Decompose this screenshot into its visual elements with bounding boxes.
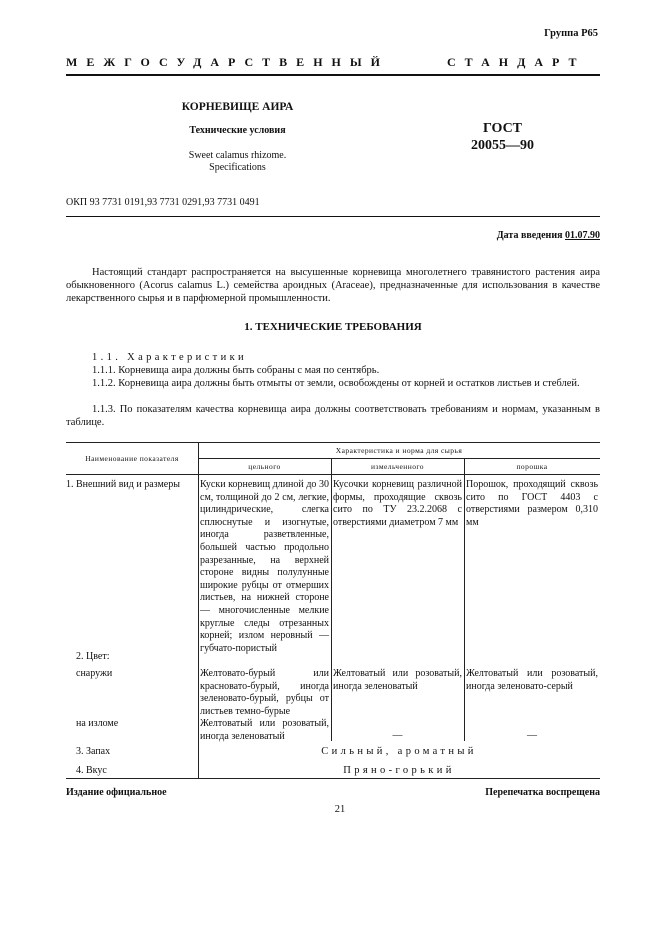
- okp-rule: [66, 216, 600, 217]
- row2-fracture-name: на изломе: [76, 718, 119, 729]
- header-powder: порошка: [516, 462, 548, 471]
- row3-name: 3. Запах: [76, 746, 111, 757]
- table-header-bottom: [66, 474, 600, 475]
- header-whole: цельного: [248, 462, 281, 471]
- section-title: 1. ТЕХНИЧЕСКИЕ ТРЕБОВАНИЯ: [244, 321, 422, 333]
- footer-official-edition: Издание официальное: [66, 787, 167, 798]
- row1-powder: Порошок, проходящий сквозь сито по ГОСТ 4403 с отверстиями размером 0,310 мм: [466, 479, 598, 528]
- row4-value: Пряно-горький: [343, 765, 455, 776]
- document-title: КОРНЕВИЩЕ АИРА: [181, 101, 294, 113]
- gost-number: 20055—90: [471, 138, 534, 153]
- gost-label: ГОСТ: [482, 121, 523, 136]
- table-vline-2: [331, 458, 332, 741]
- footer-reprint-prohibited: Перепечатка воспрещена: [485, 787, 600, 798]
- english-title-line1: Sweet calamus rhizome.: [188, 150, 287, 161]
- row2-outside-name: снаружи: [76, 668, 113, 679]
- row1-whole: Куски корневищ длиной до 30 см, толщиной до 2 см, легкие, цилиндрические, слегка сплюснутые и изогнутые, иногда разветвленные, большей частью продольно разрезанные, на верхней стороне видны полулунные широкие рубцы от отмерших листьев, на нижней стороне — многочисленные мелкие круглые следы отрезанных корней; излом неровный — губчато-пористый: [200, 479, 329, 654]
- row2-fracture-powder: —: [527, 730, 537, 741]
- table-vline-1: [198, 442, 199, 778]
- intro-paragraph: Настоящий стандарт распространяется на высушенные корневища многолетнего травянистого растения аира обыкновенного (Acorus calamus L.) семейства ароидных (Araceae), предназначенные для использования в качестве лекарственного сырья и в парфюмерной промышленности.: [66, 267, 600, 305]
- page-number: 21: [334, 804, 346, 815]
- intro-date: [380, 230, 600, 243]
- row2-fracture-whole: Желтоватый или розоватый, иногда зеленоватый: [200, 718, 329, 742]
- header-ground: измельченного: [371, 462, 424, 471]
- row1-name: 1. Внешний вид и размеры: [66, 479, 180, 490]
- table-top-border: [66, 442, 600, 443]
- row2-outside-powder: Желтоватый или розоватый, иногда зеленовато-серый: [466, 668, 598, 692]
- clause-1-1-2: 1.1.2. Корневища аира должны быть отмыты от земли, освобождены от корней и остатков листьев и стеблей.: [92, 378, 580, 389]
- group-code: Группа Р65: [544, 28, 598, 39]
- clause-1-1-1: 1.1.1. Корневища аира должны быть собраны с мая по сентябрь.: [92, 365, 380, 376]
- banner-rule: [66, 74, 600, 76]
- row1-ground: Кусочки корневищ различной формы, проходящие сквозь сито по ТУ 23.2.2068 с отверстиями диаметром 7 мм: [333, 479, 462, 528]
- intro-date-label: Дата введения: [496, 230, 563, 241]
- clause-1-1: [66, 351, 600, 364]
- clause-1-1-3: 1.1.3. По показателям качества корневища аира должны соответствовать требованиям и нормам, указанным в таблице.: [66, 404, 600, 429]
- clause-1-1-text: 1.1. Характеристики: [92, 352, 248, 363]
- table-group-divider: [198, 458, 600, 459]
- row2-fracture-ground: —: [392, 730, 403, 741]
- header-group: Характеристика и норма для сырья: [335, 446, 463, 455]
- document-subtitle: Технические условия: [189, 125, 286, 136]
- row2-name: 2. Цвет:: [76, 651, 110, 662]
- header-indicator: Наименование показателя: [85, 454, 179, 463]
- row3-value: Сильный, ароматный: [321, 746, 477, 757]
- row2-outside-whole: Желтовато-бурый или красновато-бурый, иногда зеленовато-бурый, рубцы от листьев темно-бурые: [200, 668, 329, 717]
- english-title-line2: Specifications: [209, 162, 266, 173]
- table-bottom-border: [66, 778, 600, 779]
- row2-outside-ground: Желтоватый или розоватый, иногда зеленоватый: [333, 668, 462, 692]
- banner-left: МЕЖГОСУДАРСТВЕННЫЙ: [66, 55, 389, 69]
- banner-right: СТАНДАРТ: [447, 55, 586, 69]
- okp-codes: ОКП 93 7731 0191,93 7731 0291,93 7731 0491: [66, 197, 260, 208]
- intro-date-value: 01.07.90: [565, 230, 600, 241]
- row4-name: 4. Вкус: [76, 765, 107, 776]
- table-vline-3: [464, 458, 465, 741]
